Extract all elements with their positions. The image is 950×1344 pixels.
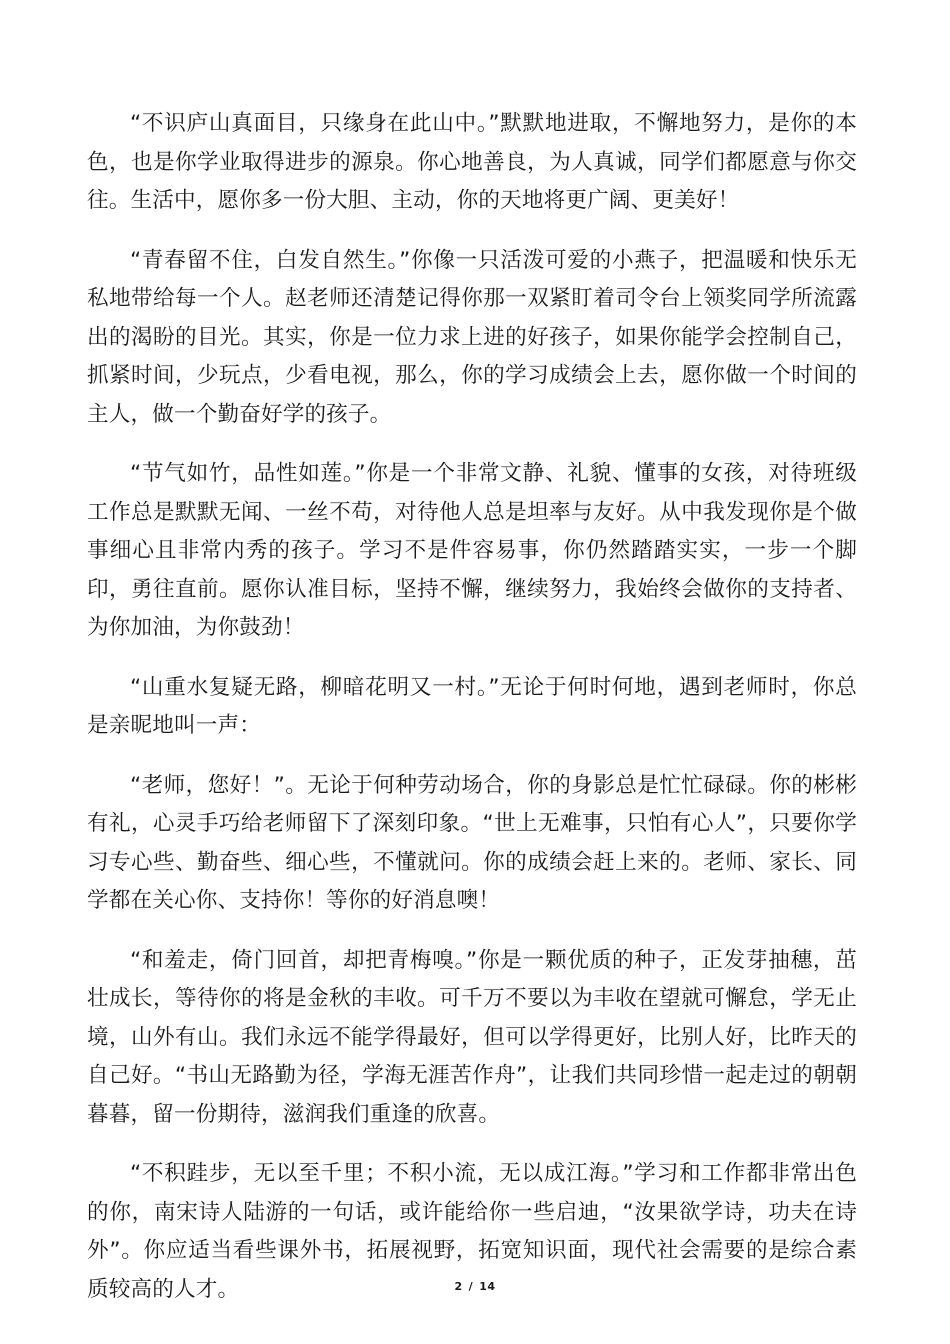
paragraph: “不积跬步，无以至千里；不积小流，无以成江海。”学习和工作都非常出色的你，南宋诗人陆游的一句话，或许能给你一些启迪，“汝果欲学诗，功夫在诗外”。你应适当看些课外书，拓展视野，拓宽知识面，现代社会需要的是综合素质较高的人才。 xyxy=(87,1161,857,1302)
page-number-footer xyxy=(0,1280,950,1293)
current-page-number: 2 xyxy=(454,1280,463,1293)
paragraph: “老师，您好！”。无论于何种劳动场合，你的身影总是忙忙碌碌。你的彬彬有礼，心灵手巧给老师留下了深刻印象。“世上无难事，只怕有心人”，只要你学习专心些、勤奋些、细心些，不懂就问。你的成绩会赶上来的。老师、家长、同学都在关心你、支持你！等你的好消息噢！ xyxy=(87,772,857,913)
paragraph: “青春留不住，白发自然生。”你像一只活泼可爱的小燕子，把温暖和快乐无私地带给每一个人。赵老师还清楚记得你那一双紧盯着司令台上领奖同学所流露出的渴盼的目光。其实，你是一位力求上进的好孩子，如果你能学会控制自己，抓紧时间，少玩点，少看电视，那么，你的学习成绩会上去，愿你做一个时间的主人，做一个勤奋好学的孩子。 xyxy=(87,247,857,427)
page-separator: / xyxy=(468,1280,474,1293)
total-pages-number: 14 xyxy=(479,1280,496,1293)
paragraph: “和羞走，倚门回首，却把青梅嗅。”你是一颗优质的种子，正发芽抽穗，茁壮成长，等待你的将是金秋的丰收。可千万不要以为丰收在望就可懈怠，学无止境，山外有山。我们永远不能学得最好，但可以学得更好，比别人好，比昨天的自己好。“书山无路勤为径，学海无涯苦作舟”，让我们共同珍惜一起走过的朝朝暮暮，留一份期待，滋润我们重逢的欣喜。 xyxy=(87,947,857,1127)
document-body xyxy=(87,105,857,1330)
paragraph: “节气如竹，品性如莲。”你是一个非常文静、礼貌、懂事的女孩，对待班级工作总是默默无闻、一丝不苟，对待他人总是坦率与友好。从中我发现你是个做事细心且非常内秀的孩子。学习不是件容易事，你仍然踏踏实实，一步一个脚印，勇往直前。愿你认准目标，坚持不懈，继续努力，我始终会做你的支持者、为你加油，为你鼓劲！ xyxy=(87,461,857,640)
paragraph: “不识庐山真面目，只缘身在此山中。”默默地进取，不懈地努力，是你的本色，也是你学业取得进步的源泉。你心地善良，为人真诚，同学们都愿意与你交往。生活中，愿你多一份大胆、主动，你的天地将更广阔、更美好！ xyxy=(87,111,857,213)
paragraph: “山重水复疑无路，柳暗花明又一村。”无论于何时何地，遇到老师时，你总是亲昵地叫一声： xyxy=(87,674,857,738)
